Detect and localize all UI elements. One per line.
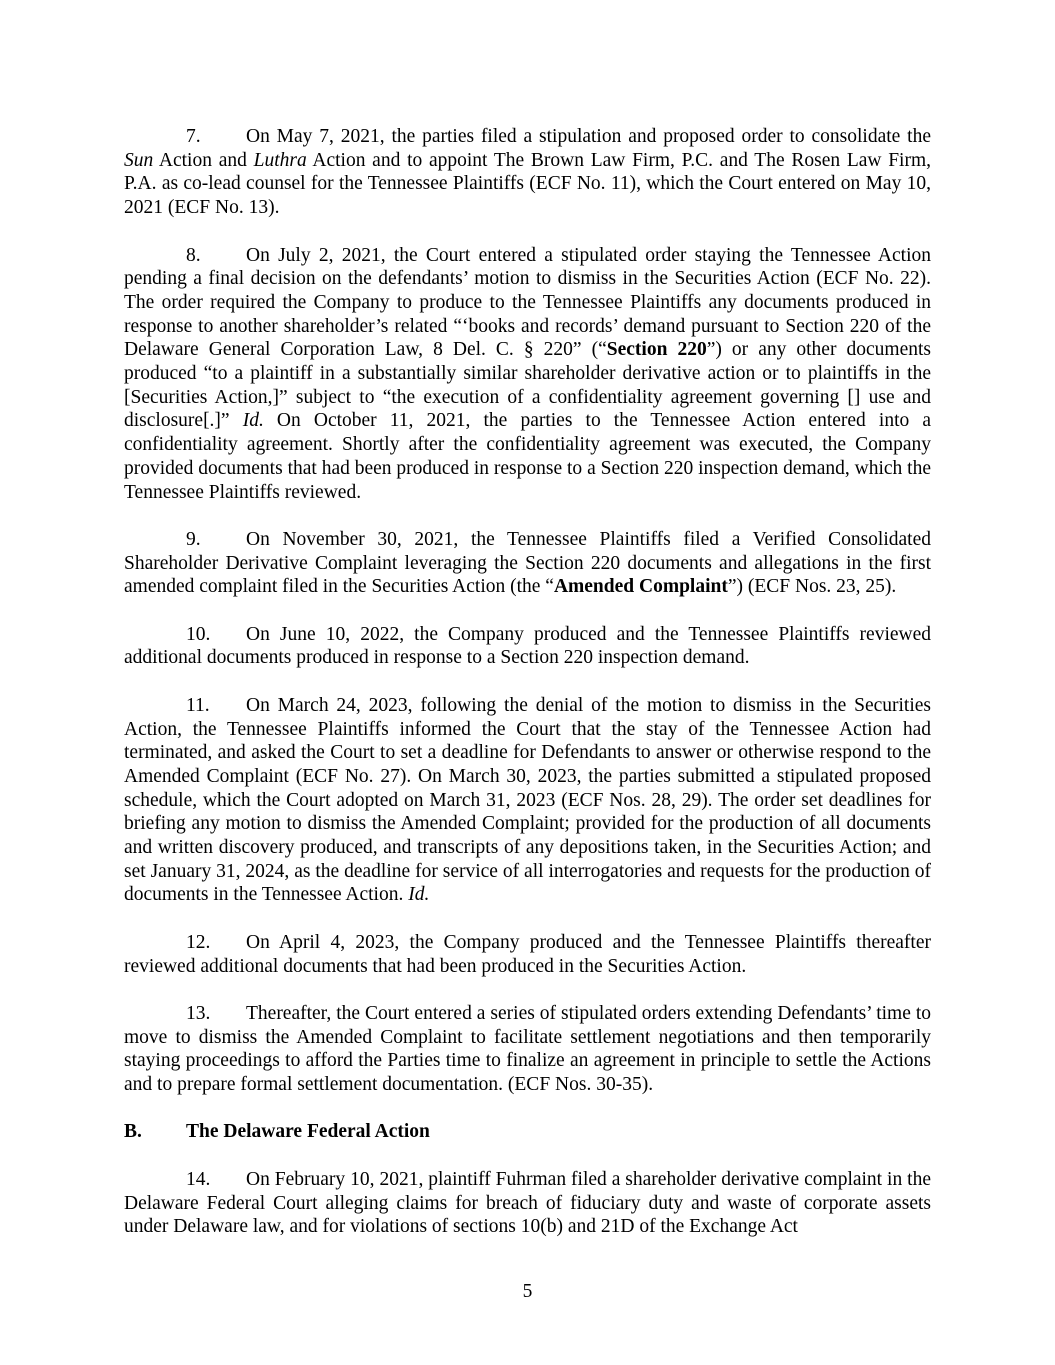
paragraph-text: On June 10, 2022, the Company produced and the Tennessee Plaintiffs reviewed additional documents produced in response to a Section 220 inspection demand. — [124, 623, 931, 669]
section-letter: B. — [124, 1121, 142, 1143]
paragraph-text: Action and to appoint The Brown Law Firm, P.C. and The Rosen Law Firm, P.A. as co-lead counsel for the Tennessee Plaintiffs (ECF No. 11), which the Court entered on May 10, 2021 (ECF No. 13). — [124, 149, 932, 219]
paragraph-number: 12. — [186, 931, 211, 953]
paragraph-number: 13. — [186, 1002, 211, 1024]
paragraph-text: Action and — [153, 149, 254, 171]
paragraph-10 — [124, 623, 931, 670]
paragraph-11 — [124, 694, 931, 907]
paragraph-number: 9. — [186, 528, 201, 550]
paragraph-number: 10. — [186, 623, 211, 645]
paragraph-13 — [124, 1002, 931, 1097]
page-number: 5 — [522, 1281, 533, 1302]
case-name-italic: Luthra — [253, 149, 307, 171]
paragraph-text: On October 11, 2021, the parties to the Tennessee Action entered into a confidentiality agreement. Shortly after the confidentiality agreement was executed, the Company provided documents that had been produced in response to a Section 220 inspection demand, which the Tennessee Plaintiffs reviewed. — [124, 410, 932, 503]
paragraph-12 — [124, 931, 931, 978]
paragraph-number: 8. — [186, 244, 201, 266]
paragraph-text: On May 7, 2021, the parties filed a stipulation and proposed order to consolidate the — [246, 126, 931, 147]
paragraph-text: ”) or any other documents produced “to a plaintiff in a substantially similar shareholder derivative action or to plaintiffs in the [Securities Action,]” subject to “the execution of a confidentiality agreement governing [] use and disclosure[.]” — [124, 339, 931, 432]
paragraph-9 — [124, 528, 931, 599]
defined-term-bold: Section 220 — [606, 339, 707, 361]
paragraph-number: 11. — [186, 694, 210, 716]
paragraph-8 — [124, 244, 931, 505]
paragraph-text: ”) (ECF Nos. 23, 25). — [727, 576, 897, 598]
paragraph-text: On July 2, 2021, the Court entered a stipulated order staying the Tennessee Action pending a final decision on the defendants’ motion to dismiss in the Securities Action (ECF No. 22). The order required the Company to produce to the Tennessee Plaintiffs any documents produced in response to another shareholder’s related “‘books and records’ demand pursuant to Section 220 of the Delaware General Corporation Law, 8 Del. C. § 220” (“ — [124, 244, 931, 361]
paragraph-14 — [124, 1168, 931, 1239]
paragraph-text: Thereafter, the Court entered a series of stipulated orders extending Defendants’ time to move to dismiss the Amended Complaint to facilitate settlement negotiations and then temporarily staying proceedings to afford the Parties time to finalize an agreement in principle to settle the Actions and to prepare formal settlement documentation. (ECF Nos. 30-35). — [124, 1002, 931, 1096]
paragraph-number: 14. — [186, 1168, 211, 1190]
section-title: The Delaware Federal Action — [186, 1121, 430, 1143]
section-heading-b — [124, 1120, 931, 1144]
paragraph-text: On March 24, 2023, following the denial of the motion to dismiss in the Securities Action, the Tennessee Plaintiffs informed the Court that the stay of the Tennessee Action had terminated, and asked the Court to set a deadline for Defendants to answer or otherwise respond to the Amended Complaint (ECF No. 27). On March 30, 2023, the parties submitted a stipulated proposed schedule, which the Court adopted on March 31, 2023 (ECF Nos. 28, 29). The order set deadlines for briefing any motion to dismiss the Amended Complaint; provided for the production of all documents and written discovery produced, and transcripts of any depositions taken, in the Securities Action; and set January 31, 2024, as the deadline for service of all interrogatories and requests for the production of documents in the Tennessee Action. — [124, 694, 931, 906]
citation-italic: Id. — [408, 884, 430, 906]
paragraph-text: On April 4, 2023, the Company produced and the Tennessee Plaintiffs thereafter reviewed additional documents that had been produced in the Securities Action. — [124, 931, 931, 977]
citation-italic: Id. — [242, 410, 264, 432]
paragraph-text: On February 10, 2021, plaintiff Fuhrman filed a shareholder derivative complaint in the Delaware Federal Court alleging claims for breach of fiduciary duty and waste of corporate assets under Delaware law, and for violations of sections 10(b) and 21D of the Exchange Act — [124, 1168, 931, 1238]
paragraph-number: 7. — [186, 126, 201, 147]
paragraph-7 — [124, 125, 931, 220]
paragraph-text: On November 30, 2021, the Tennessee Plaintiffs filed a Verified Consolidated Shareholder Derivative Complaint leveraging the Section 220 documents and allegations in the first amended complaint filed in the Securities Action (the “ — [124, 528, 931, 598]
case-name-italic: Sun — [124, 149, 154, 171]
defined-term-bold: Amended Complaint — [553, 576, 728, 598]
document-body — [124, 125, 931, 1263]
